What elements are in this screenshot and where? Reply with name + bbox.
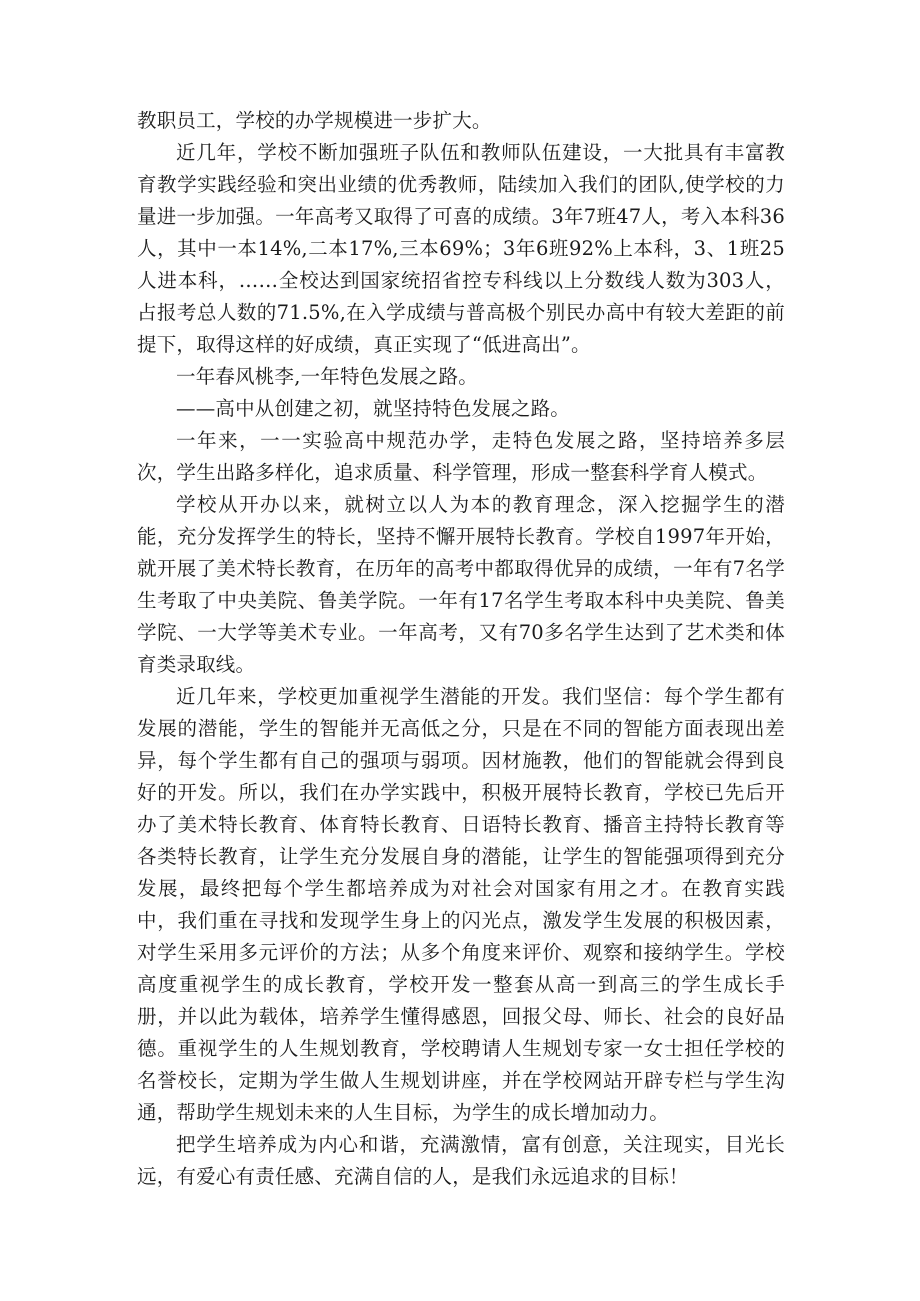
paragraph-potential-development: 近几年来，学校更加重视学生潜能的开发。我们坚信：每个学生都有发展的潜能，学生的智能并无高低之分，只是在不同的智能方面表现出差异，每个学生都有自己的强项与弱项。因材施教，他们的智能就会得到良好的开发。所以，我们在办学实践中，积极开展特长教育，学校已先后开办了美术特长教育、体育特长教育、日语特长教育、播音主持特长教育等各类特长教育，让学生充分发展自身的潜能，让学生的智能强项得到充分发展，最终把每个学生都培养成为对社会对国家有用之才。在教育实践中，我们重在寻找和发现学生身上的闪光点，激发学生发展的积极因素，对学生采用多元评价的方法；从多个角度来评价、观察和接纳学生。学校高度重视学生的成长教育，学校开发一整套从高一到高三的学生成长手册，并以此为载体，培养学生懂得感恩，回报父母、师长、社会的良好品德。重视学生的人生规划教育，学校聘请人生规划专家一女士担任学校的名誉校长，定期为学生做人生规划讲座，并在学校网站开辟专栏与学生沟通，帮助学生规划未来的人生目标，为学生的成长增加动力。 (137, 685, 785, 1124)
paragraph-continuation: 教职员工，学校的办学规模进一步扩大。 (137, 109, 492, 132)
paragraph-subtitle: ——高中从创建之初，就坚持特色发展之路。 (176, 397, 571, 420)
paragraph-slogan: 一年春风桃李,一年特色发展之路。 (176, 365, 478, 388)
paragraph-school-model: 一年来，一一实验高中规范办学，走特色发展之路，坚持培养多层次，学生出路多样化，追求质量、科学管理，形成一整套科学育人模式。 (137, 429, 785, 484)
paragraph-specialty-education: 学校从开办以来，就树立以人为本的教育理念，深入挖掘学生的潜能，充分发挥学生的特长，坚持不懈开展特长教育。学校自1997年开始，就开展了美术特长教育，在历年的高考中都取得优异的成绩，一年有7名学生考取了中央美院、鲁美学院。一年有17名学生考取本科中央美院、鲁美学院、一大学等美术专业。一年高考，又有70多名学生达到了艺术类和体育类录取线。 (137, 493, 785, 676)
document-body (137, 105, 785, 1193)
paragraph-goal: 把学生培养成为内心和谐，充满激情，富有创意，关注现实，目光长远，有爱心有责任感、充满自信的人，是我们永远追求的目标！ (137, 1133, 785, 1188)
paragraph-team-and-results: 近几年，学校不断加强班子队伍和教师队伍建设，一大批具有丰富教育教学实践经验和突出业绩的优秀教师，陆续加入我们的团队,使学校的力量进一步加强。一年高考又取得了可喜的成绩。3年7班47人，考入本科36人，其中一本14%,二本17%,三本69%；3年6班92%上本科，3、1班25人进本科，……全校达到国家统招省控专科线以上分数线人数为303人，占报考总人数的71.5%,在入学成绩与普高极个别民办高中有较大差距的前提下，取得这样的好成绩，真正实现了“低进高出”。 (137, 141, 785, 356)
